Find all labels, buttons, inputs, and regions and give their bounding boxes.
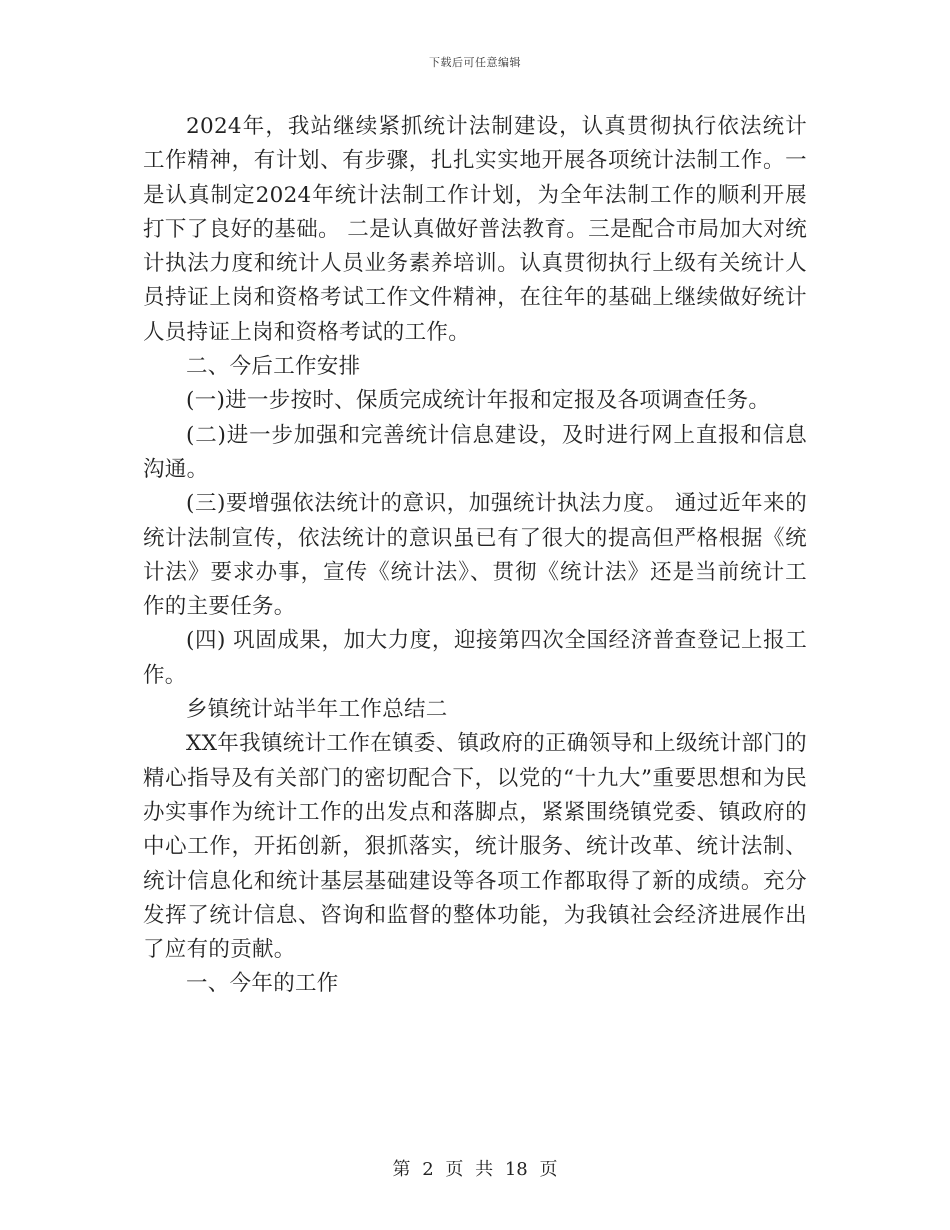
- paragraph-legal-work-summary: 2024年，我站继续紧抓统计法制建设，认真贯彻执行依法统计工作精神，有计划、有步骤，扎扎实实地开展各项统计法制工作。一是认真制定2024年统计法制工作计划，为全年法制工作的顺利开展打下了良好的基础。 二是认真做好普法教育。三是配合市局加大对统计执法力度和统计人员业务素养培训。认真贯彻执行上级有关统计人员持证上岗和资格考试工作文件精神，在往年的基础上继续做好统计人员持证上岗和资格考试的工作。: [143, 114, 807, 345]
- document-body: [143, 110, 807, 1002]
- plan-item-1: (一)进一步按时、保质完成统计年报和定报及各项调查任务。: [186, 388, 771, 414]
- report-title-two: 乡镇统计站半年工作总结二: [186, 697, 448, 723]
- page-number-footer: 第 2 页 共 18 页: [392, 1159, 558, 1180]
- plan-item-3: (三)要增强依法统计的意识，加强统计执法力度。 通过近年来的统计法制宣传，依法统计的意识虽已有了很大的提高但严格根据《统计法》要求办事，宣传《统计法》、贯彻《统计法》还是当前统计工作的主要任务。: [143, 491, 807, 620]
- page-header-note: 下载后可任意编辑: [429, 56, 521, 69]
- paragraph-town-statistics-overview: XX年我镇统计工作在镇委、镇政府的正确领导和上级统计部门的精心指导及有关部门的密切配合下，以党的“十九大”重要思想和为民办实事作为统计工作的出发点和落脚点，紧紧围绕镇党委、镇政府的中心工作，开拓创新，狠抓落实，统计服务、统计改革、统计法制、统计信息化和统计基层基础建设等各项工作都取得了新的成绩。充分发挥了统计信息、咨询和监督的整体功能，为我镇社会经济进展作出了应有的贡献。: [143, 731, 807, 963]
- section-heading-future-plans: 二、今后工作安排: [186, 354, 361, 380]
- plan-item-2: (二)进一步加强和完善统计信息建设，及时进行网上直报和信息沟通。: [143, 422, 807, 482]
- section-heading-this-year-work: 一、今年的工作: [186, 971, 339, 997]
- plan-item-4: (四) 巩固成果，加大力度，迎接第四次全国经济普查登记上报工作。: [143, 628, 807, 688]
